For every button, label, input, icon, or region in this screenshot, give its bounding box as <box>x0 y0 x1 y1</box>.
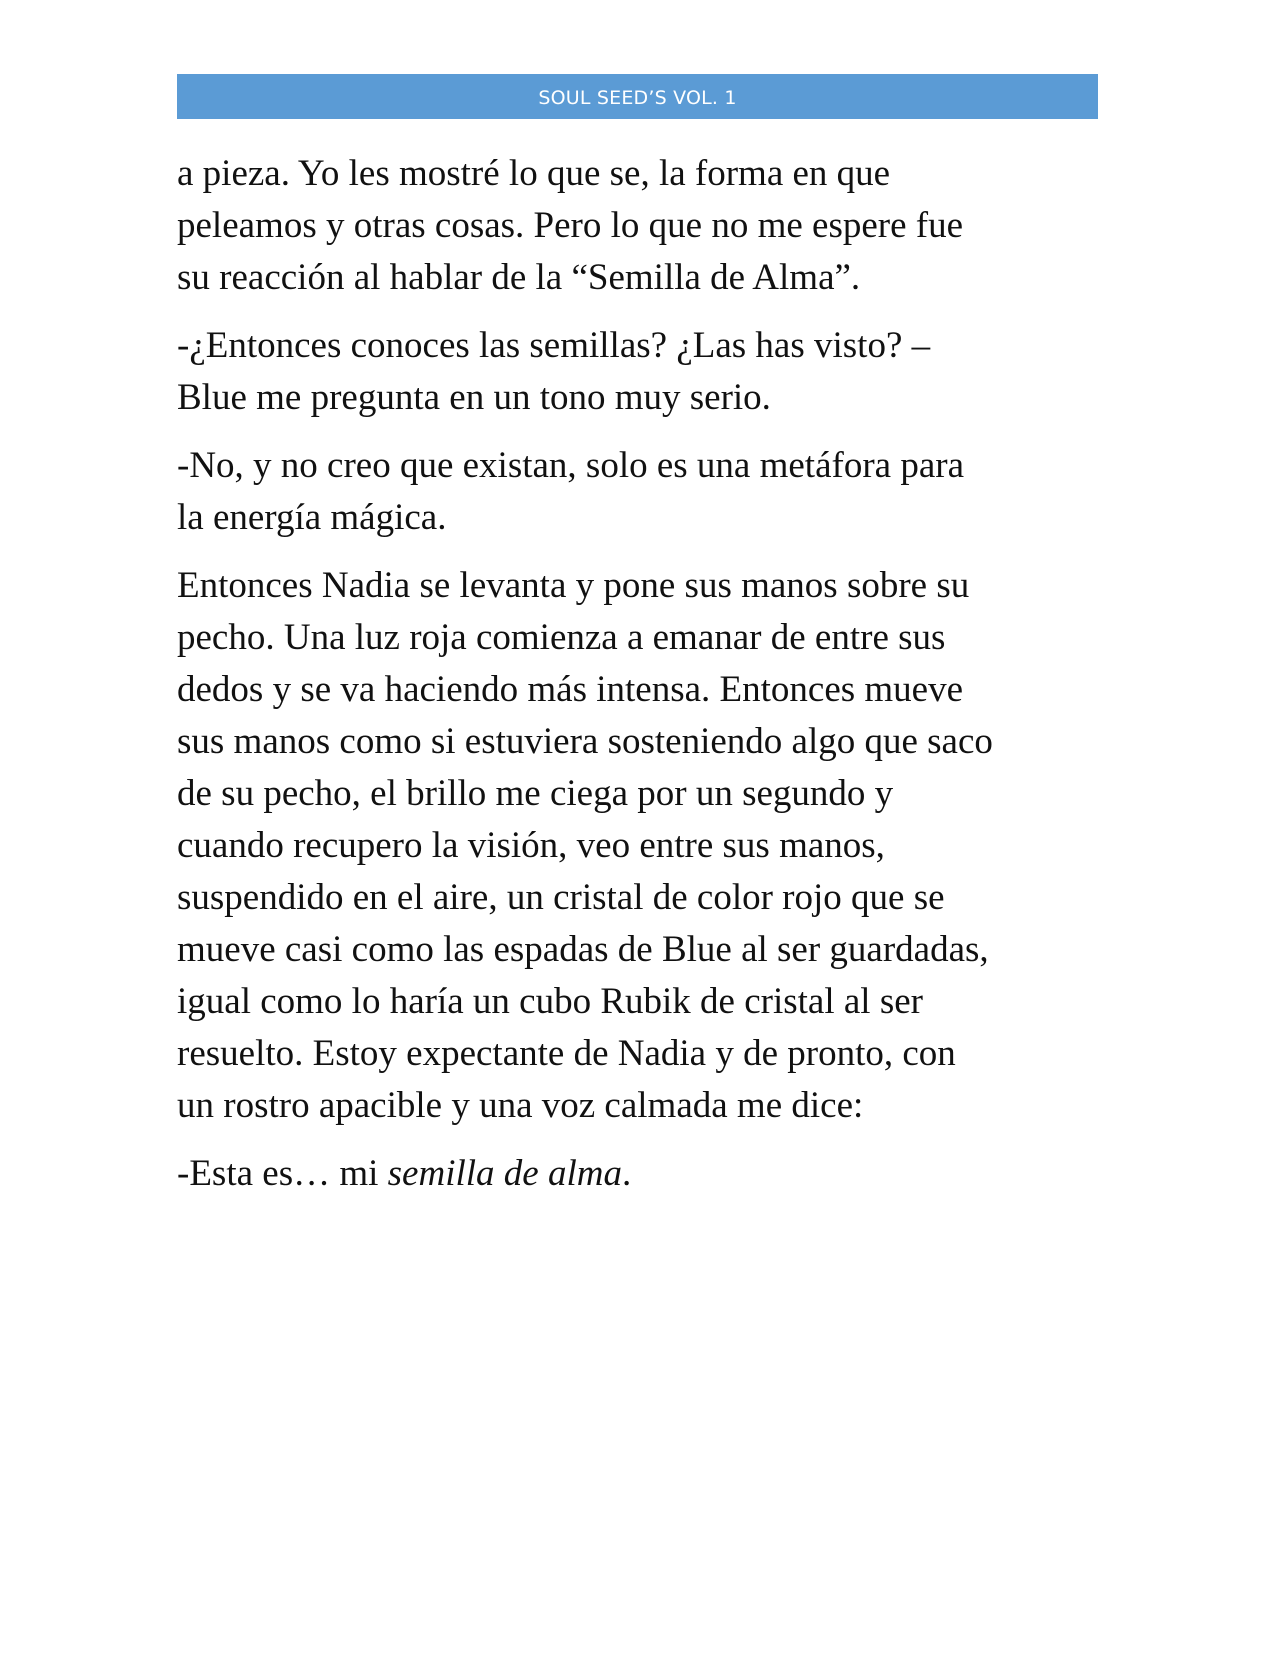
text-line: Entonces Nadia se levanta y pone sus manos sobre su <box>177 565 970 606</box>
text-line: de su pecho, el brillo me ciega por un segundo y <box>177 773 894 814</box>
paragraph-3 <box>177 440 1107 544</box>
final-line-italic: semilla de alma <box>387 1153 622 1194</box>
text-line: -¿Entonces conoces las semillas? ¿Las has visto? – <box>177 325 931 366</box>
final-line-prefix: -Esta es… mi <box>177 1153 388 1194</box>
text-line: pecho. Una luz roja comienza a emanar de entre sus <box>177 617 946 658</box>
running-header-bar <box>177 74 1098 119</box>
text-line: igual como lo haría un cubo Rubik de cristal al ser <box>177 981 923 1022</box>
paragraph-1 <box>177 148 1107 304</box>
text-line: resuelto. Estoy expectante de Nadia y de pronto, con <box>177 1033 956 1074</box>
text-line: un rostro apacible y una voz calmada me dice: <box>177 1085 864 1126</box>
text-line: suspendido en el aire, un cristal de color rojo que se <box>177 877 945 918</box>
text-line: sus manos como si estuviera sosteniendo algo que saco <box>177 721 993 762</box>
paragraph-5 <box>177 1148 1107 1200</box>
text-line: peleamos y otras cosas. Pero lo que no me espere fue <box>177 205 963 246</box>
text-line: la energía mágica. <box>177 497 447 538</box>
text-line: dedos y se va haciendo más intensa. Entonces mueve <box>177 669 964 710</box>
text-line: a pieza. Yo les mostré lo que se, la forma en que <box>177 153 891 194</box>
text-line: Blue me pregunta en un tono muy serio. <box>177 377 771 418</box>
text-line: cuando recupero la visión, veo entre sus manos, <box>177 825 885 866</box>
final-line-suffix: . <box>621 1153 632 1194</box>
text-line: su reacción al hablar de la “Semilla de Alma”. <box>177 257 861 298</box>
body-text <box>177 148 1107 1216</box>
running-header-title: SOUL SEED’S VOL. 1 <box>538 86 737 109</box>
text-line: mueve casi como las espadas de Blue al ser guardadas, <box>177 929 989 970</box>
paragraph-4 <box>177 560 1107 1132</box>
text-line: -No, y no creo que existan, solo es una metáfora para <box>177 445 964 486</box>
paragraph-2 <box>177 320 1107 424</box>
